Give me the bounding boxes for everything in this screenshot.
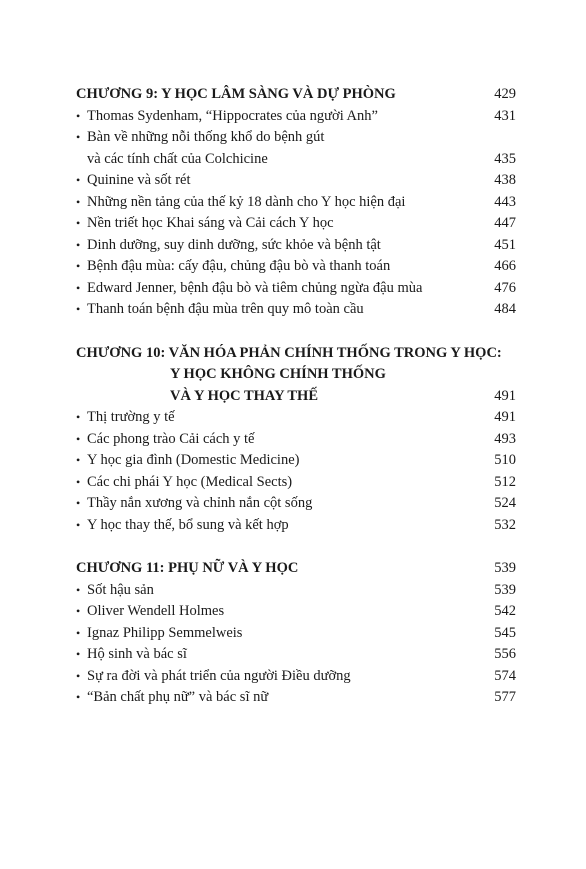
list-item: [76, 106, 516, 128]
item-page-number: 443: [494, 193, 516, 210]
item-title: Thanh toán bệnh đậu mùa trên quy mô toàn cầu: [87, 301, 364, 317]
list-item: [76, 407, 516, 429]
item-page-number: 451: [494, 236, 516, 253]
item-page-number: 545: [494, 624, 516, 641]
chapter-heading-line: VÀ Y HỌC THAY THẾ: [170, 387, 318, 404]
bullet-icon: •: [76, 604, 81, 618]
chapter-10: [76, 343, 516, 537]
table-of-contents: [76, 84, 516, 731]
item-title: Bàn về những nỗi thống khổ do bệnh gút: [87, 129, 325, 145]
item-title: Thomas Sydenham, “Hippocrates của người Anh”: [87, 107, 378, 124]
item-title: Sự ra đời và phát triển của người Điều dưỡng: [87, 667, 351, 684]
item-page-number: 435: [494, 150, 516, 167]
chapter-page-number: 429: [494, 86, 516, 102]
item-title: Thầy nắn xương và chỉnh nắn cột sống: [87, 495, 313, 511]
list-item: [76, 192, 516, 214]
item-title: “Bản chất phụ nữ” và bác sĩ nữ: [87, 689, 269, 705]
item-title: Dinh dưỡng, suy dinh dưỡng, sức khỏe và bệnh tật: [87, 236, 381, 253]
item-page-number: 476: [494, 279, 516, 296]
chapter-page-number: 539: [494, 560, 516, 576]
item-page-number: 542: [494, 603, 516, 619]
list-item: [76, 644, 516, 666]
item-title-continued: và các tính chất của Colchicine: [87, 150, 268, 167]
bullet-icon: •: [76, 237, 81, 252]
list-item: [76, 687, 516, 709]
item-title: Thị trường y tế: [87, 409, 175, 425]
item-page-number: 484: [494, 301, 516, 317]
bullet-icon: •: [76, 130, 81, 144]
chapter-heading-line: CHƯƠNG 11: PHỤ NỮ VÀ Y HỌC: [76, 560, 299, 576]
item-page-number: 532: [494, 516, 516, 533]
item-page-number: 512: [494, 473, 516, 490]
item-title: Quinine và sốt rét: [87, 172, 191, 188]
list-item: [76, 580, 516, 602]
item-page-number: 510: [494, 452, 516, 468]
bullet-icon: •: [76, 453, 81, 467]
item-title: Y học thay thế, bổ sung và kết hợp: [87, 516, 289, 533]
list-item: [76, 493, 516, 515]
item-page-number: 466: [494, 258, 516, 274]
bullet-icon: •: [76, 496, 81, 510]
list-item: [76, 666, 516, 688]
chapter-heading-line: CHƯƠNG 10: VĂN HÓA PHẢN CHÍNH THỐNG TRONG Y HỌC:: [76, 344, 502, 361]
chapter-heading: [76, 343, 516, 408]
item-page-number: 577: [494, 689, 516, 705]
bullet-icon: •: [76, 410, 81, 424]
bullet-icon: •: [76, 517, 81, 532]
list-item: [76, 256, 516, 278]
item-page-number: 447: [494, 215, 516, 231]
bullet-icon: •: [76, 625, 81, 640]
item-page-number: 539: [494, 581, 516, 598]
list-item: [76, 472, 516, 494]
item-title: Edward Jenner, bệnh đậu bò và tiêm chủng ngừa đậu mùa: [87, 279, 423, 296]
bullet-icon: •: [76, 690, 81, 704]
item-page-number: 493: [494, 430, 516, 447]
item-page-number: 491: [494, 409, 516, 425]
list-item: [76, 299, 516, 321]
item-title: Nền triết học Khai sáng và Cải cách Y học: [87, 215, 334, 231]
item-title: Hộ sinh và bác sĩ: [87, 646, 187, 662]
chapter-heading-line: CHƯƠNG 9: Y HỌC LÂM SÀNG VÀ DỰ PHÒNG: [76, 86, 396, 102]
item-title: Oliver Wendell Holmes: [87, 603, 225, 619]
bullet-icon: •: [76, 216, 81, 230]
bullet-icon: •: [76, 431, 81, 446]
list-item: [76, 235, 516, 257]
bullet-icon: •: [76, 582, 81, 597]
item-title: Ignaz Philipp Semmelweis: [87, 624, 243, 641]
item-title: Y học gia đình (Domestic Medicine): [87, 452, 300, 468]
bullet-icon: •: [76, 474, 81, 489]
item-page-number: 438: [494, 172, 516, 188]
list-item: [76, 429, 516, 451]
bullet-icon: •: [76, 280, 81, 295]
item-page-number: 431: [494, 107, 516, 124]
chapter-heading: [76, 558, 516, 580]
bullet-icon: •: [76, 302, 81, 316]
list-item: [76, 601, 516, 623]
list-item: [76, 450, 516, 472]
item-page-number: 524: [494, 495, 516, 511]
chapter-heading-line: Y HỌC KHÔNG CHÍNH THỐNG: [170, 366, 386, 382]
list-item: [76, 213, 516, 235]
item-title: Các chi phái Y học (Medical Sects): [87, 473, 293, 490]
item-title: Các phong trào Cải cách y tế: [87, 430, 255, 447]
list-item-continuation: [76, 149, 516, 171]
chapter-11: [76, 558, 516, 709]
chapter-9: [76, 84, 516, 321]
list-item: [76, 170, 516, 192]
bullet-icon: •: [76, 108, 81, 123]
bullet-icon: •: [76, 668, 81, 683]
item-title: Bệnh đậu mùa: cấy đậu, chủng đậu bò và thanh toán: [87, 258, 391, 274]
item-title: Sốt hậu sản: [87, 581, 154, 598]
list-item: [76, 278, 516, 300]
chapter-heading: [76, 84, 516, 106]
list-item: [76, 515, 516, 537]
chapter-page-number: 491: [494, 387, 516, 404]
item-page-number: 574: [494, 667, 516, 684]
item-title: Những nền tảng của thế kỷ 18 dành cho Y học hiện đại: [87, 193, 406, 210]
bullet-icon: •: [76, 259, 81, 273]
bullet-icon: •: [76, 647, 81, 661]
bullet-icon: •: [76, 173, 81, 187]
list-item: [76, 127, 516, 149]
list-item: [76, 623, 516, 645]
bullet-icon: •: [76, 194, 81, 209]
item-page-number: 556: [494, 646, 516, 662]
